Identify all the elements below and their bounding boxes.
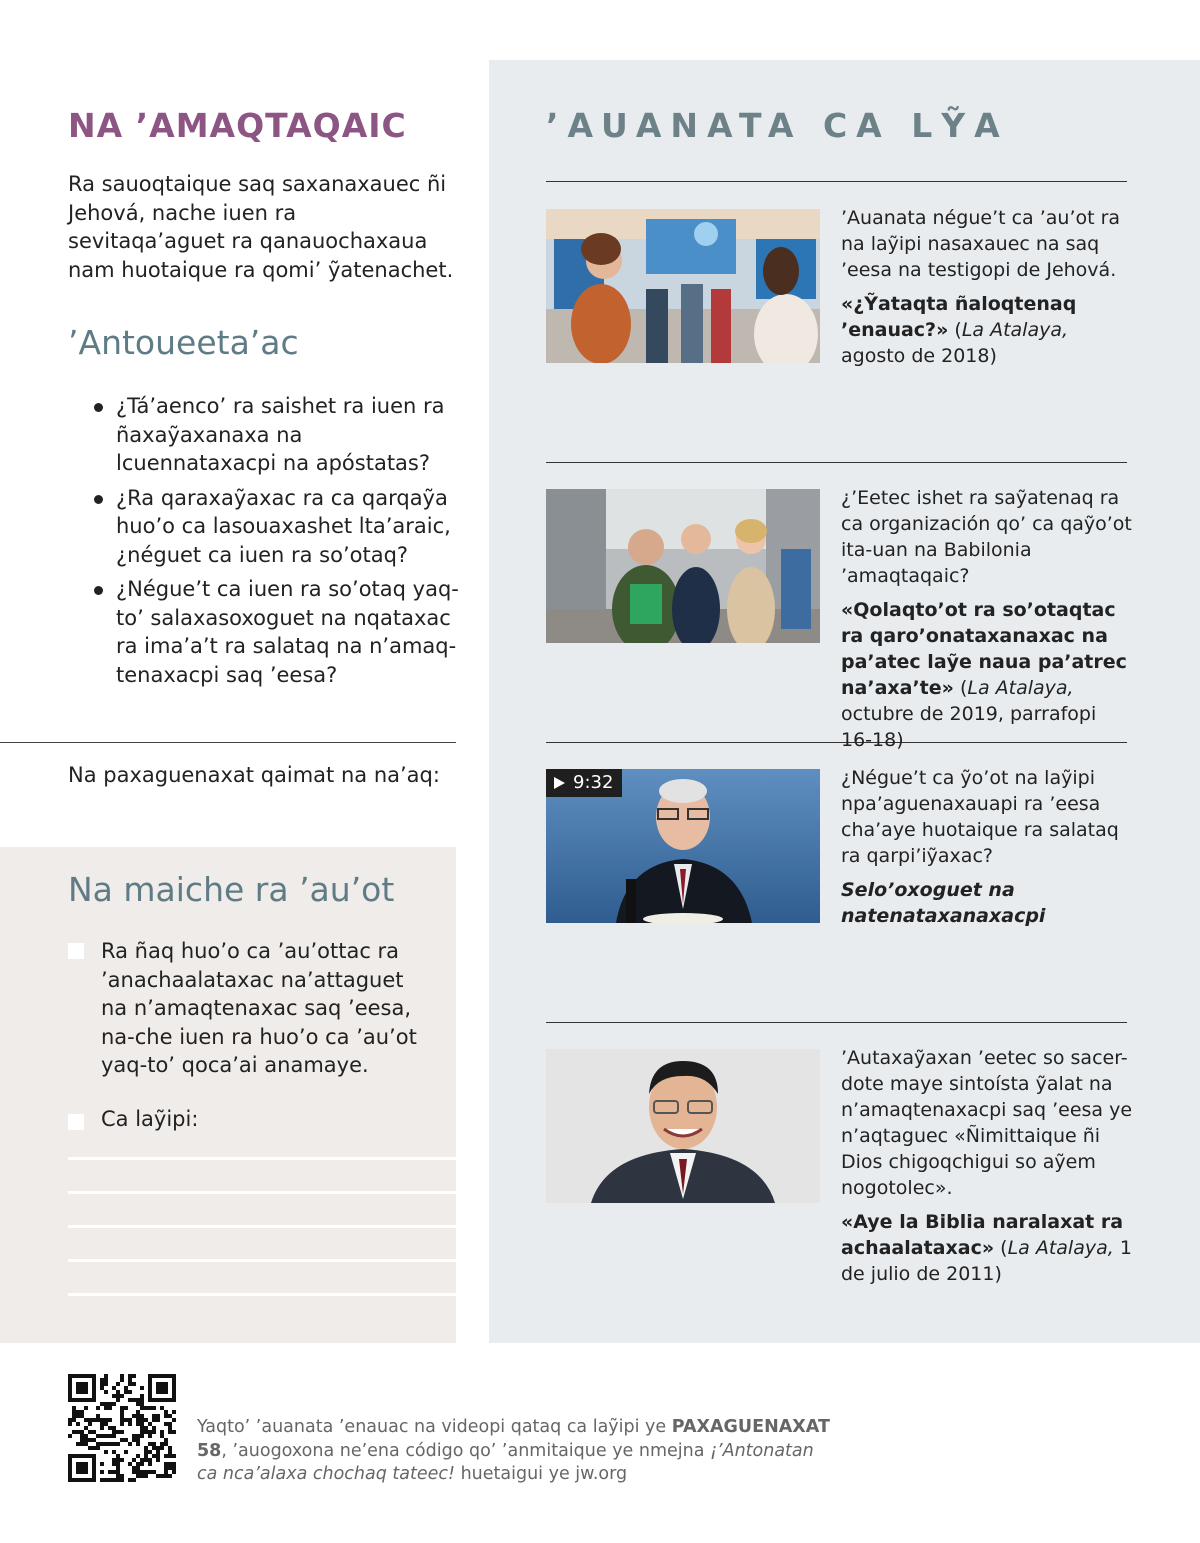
- right-heading: ’AUANATA CA LỸA: [546, 106, 1009, 145]
- resource-reference[interactable]: «Qolaqto’ot ra so’otaqtac ra qaro’onataxanaxac na pa’atec laỹe naua pa’atrec na’axa’te» (La Atalaya, octubre de 2019, parrafopi 16-18): [841, 599, 1127, 751]
- task-heading: Na maiche ra ’au’ot: [68, 870, 395, 909]
- question-item: ¿Négue’t ca iuen ra so’otaq yaq-to’ salaxasoxoguet na nqataxac ra ima’a’t ra salataq na n’amaq-tenaxacpi saq ’eesa?: [92, 575, 462, 689]
- write-line[interactable]: [68, 1191, 456, 1194]
- divider: [546, 462, 1127, 463]
- write-line[interactable]: [68, 1225, 456, 1228]
- play-icon: [554, 777, 565, 789]
- task-item-text: Ra ñaq huo’o ca ’au’ottac ra ’anachaalataxac na’attaguet na n’amaqtenaxac saq ’eesa, na-che iuen ra huo’o ca ’au’ot yaq-to’ qoca’ai anamaye.: [101, 939, 417, 1077]
- video-title[interactable]: Selo’oxoguet na natenataxanaxacpi: [841, 879, 1046, 927]
- smiling-man-portrait-image[interactable]: [546, 1049, 820, 1203]
- resource-reference[interactable]: «Aye la Biblia naralaxat ra achaalataxac» (La Atalaya, 1 de julio de 2011): [841, 1211, 1132, 1285]
- street-witnessing-image[interactable]: [546, 489, 820, 643]
- notes-label: Na paxaguenaxat qaimat na na’aq:: [68, 763, 440, 787]
- divider: [546, 1022, 1127, 1023]
- footer-text: Yaqto’ ’auanata ’enauac na videopi qataq ca laỹipi ye PAXAGUENAXAT 58, ’auogoxona ne’ena código qo’ ’anmitaique ye nmejna ¡’Antonatan ca nca’alaxa chochaq tateec! huetaigui ye jw.org: [197, 1417, 830, 1484]
- resource-text: [841, 205, 1133, 369]
- write-line[interactable]: [68, 1259, 456, 1262]
- intro-paragraph: Ra sauoqtaique saq saxanaxauec ñi Jehová, nache iuen ra sevitaqa’aguet ra qanauochaxaua nam huotaique ra qomi’ ỹatenachet.: [68, 172, 454, 282]
- speaker-video-thumbnail[interactable]: [546, 769, 820, 923]
- write-line[interactable]: [68, 1157, 456, 1160]
- question-item: ¿Tá’aenco’ ra saishet ra iuen ra ñaxaỹaxanaxa na lcuennataxacpi na apóstatas?: [92, 392, 462, 478]
- questions-heading: ’Antoueeta’ac: [68, 323, 299, 362]
- resource-description: ¿’Eetec ishet ra saỹatenaq ra ca organización qo’ ca qaỹo’ot ita-uan na Babilonia ’amaqtaqaic?: [841, 487, 1132, 587]
- resource-reference[interactable]: «¿Ỹataqta ñaloqtenaq ’enauac?» (La Atalaya, agosto de 2018): [841, 293, 1077, 367]
- resource-text: [841, 1045, 1133, 1287]
- question-item: ¿Ra qaraxaỹaxac ra ca qarqaỹa huo’o ca lasouaxashet lta’araic, ¿néguet ca iuen ra so’otaq?: [92, 484, 462, 570]
- write-line[interactable]: [68, 1293, 456, 1296]
- video-duration-badge: 9:32: [546, 769, 622, 797]
- resource-text: [841, 485, 1133, 753]
- divider: [546, 181, 1127, 182]
- resource-description: ’Autaxaỹaxan ’eetec so sacer-dote maye sintoísta ỹalat na n’amaqtenaxacpi saq ’eesa ye n’aqtaguec «Ñimittaique ñi Dios chigoqchigui so aỹem nogotolec».: [841, 1047, 1133, 1199]
- task-checkbox[interactable]: [68, 943, 84, 959]
- section-title: NA ’AMAQTAQAIC: [68, 106, 407, 145]
- resource-description: ¿Négue’t ca ỹo’ot na laỹipi npa’aguenaxauapi ra ’eesa cha’aye huotaique ra salataq ra qarpi’iỹaxac?: [841, 767, 1119, 867]
- divider: [0, 742, 456, 743]
- questions-list: [92, 392, 462, 695]
- task-box: [0, 847, 456, 1343]
- resource-description: ’Auanata négue’t ca ’au’ot ra na laỹipi nasaxauec na saq ’eesa na testigopi de Jehová.: [841, 207, 1121, 281]
- qr-code-icon[interactable]: [68, 1374, 176, 1482]
- resource-text: [841, 765, 1133, 929]
- task-item-text: Ca laỹipi:: [101, 1107, 199, 1131]
- task-checkbox[interactable]: [68, 1114, 84, 1130]
- crowd-news-screens-image[interactable]: [546, 209, 820, 363]
